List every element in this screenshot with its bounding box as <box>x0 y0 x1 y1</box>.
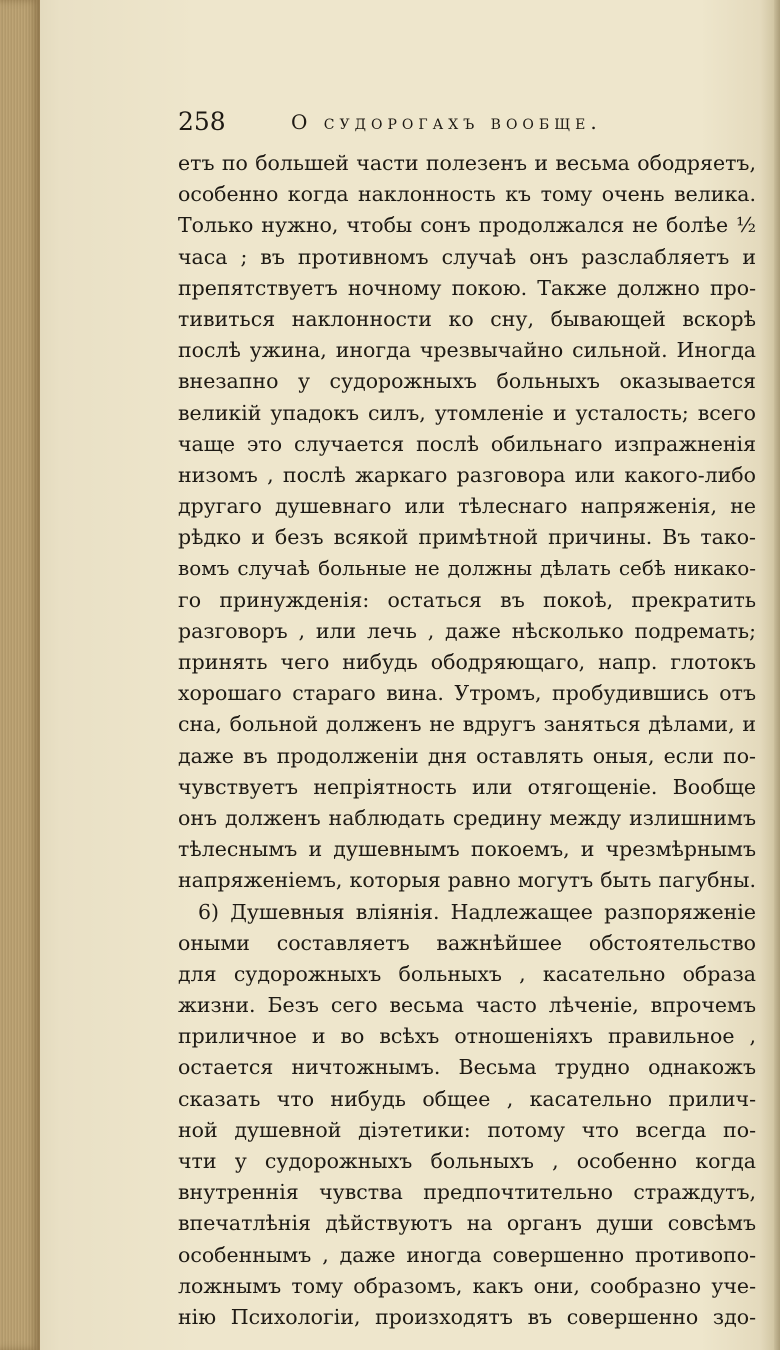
text-line: вомъ случаѣ больные не должны дѣлать себѣ никако- <box>178 556 756 581</box>
body-text <box>178 148 756 1333</box>
text-line: сна, больной долженъ не вдругъ заняться дѣлами, и <box>178 712 756 737</box>
text-line: приличное и во всѣхъ отношеніяхъ правильное , <box>178 1024 756 1049</box>
text-line: онъ долженъ наблюдать средину между излишнимъ <box>178 805 756 830</box>
text-line: послѣ ужина, иногда чрезвычайно сильной. Иногда <box>178 338 756 363</box>
text-line: часа ; въ противномъ случаѣ онъ разслабляетъ и <box>178 244 756 269</box>
text-line: другаго душевнаго или тѣлеснаго напряженія, не <box>178 494 756 519</box>
text-line: разговоръ , или лечь , даже нѣсколько подремать; <box>178 618 756 643</box>
text-line: сказать что нибудь общее , касательно прилич- <box>178 1086 756 1111</box>
text-line: тѣлеснымъ и душевнымъ покоемъ, и чрезмѣрнымъ <box>178 837 756 862</box>
text-line: чти у судорожныхъ больныхъ , особенно когда <box>178 1149 756 1173</box>
text-line: го принужденія: остаться въ покоѣ, прекратить <box>178 587 756 612</box>
text-line: остается ничтожнымъ. Весьма трудно однакожъ <box>178 1055 756 1080</box>
text-line: Только нужно, чтобы сонъ продолжался не болѣе ½ <box>178 213 756 238</box>
text-line: жизни. Безъ сего весьма часто лѣченіе, впрочемъ <box>178 993 756 1018</box>
text-line: рѣдко и безъ всякой примѣтной причины. Въ тако- <box>178 525 756 550</box>
text-line: внутреннія чувства предпочтительно страждутъ, <box>178 1180 756 1205</box>
page-header <box>178 107 758 141</box>
page-number: 258 <box>178 107 226 136</box>
text-line: препятствуетъ ночному покою. Также должно про- <box>178 275 756 300</box>
text-line: принять чего нибудь ободряющаго, напр. глотокъ <box>178 650 756 674</box>
text-line: ложнымъ тому образомъ, какъ они, сообразно уче- <box>178 1273 756 1298</box>
text-line: внезапно у судорожныхъ больныхъ оказывается <box>178 369 756 394</box>
text-line: хорошаго стараго вина. Утромъ, пробудившись отъ <box>178 681 756 706</box>
book-binding-edge <box>0 0 40 1350</box>
text-line: напряженіемъ, которыя равно могутъ быть пагубны. <box>178 868 756 893</box>
text-line: ной душевной діэтетики: потому что всегда по- <box>178 1117 756 1142</box>
text-line: тивиться наклонности ко сну, бывающей вскорѣ <box>178 306 756 331</box>
running-title: О судорогахъ вообще. <box>291 110 602 134</box>
text-line: особеннымъ , даже иногда совершенно противопо- <box>178 1242 756 1267</box>
section-heading-line: 6) Душевныя вліянія. Надлежащее разпоряженіе <box>198 899 756 924</box>
text-line: даже въ продолженіи дня оставлять оныя, если по- <box>178 743 756 768</box>
text-line: чувствуетъ непріятность или отягощеніе. Вообще <box>178 774 756 799</box>
text-line: впечатлѣнія дѣйствуютъ на органъ души совсѣмъ <box>178 1211 756 1236</box>
text-line: чаще это случается послѣ обильнаго изпражненія <box>178 431 756 456</box>
text-line: для судорожныхъ больныхъ , касательно образа <box>178 961 756 986</box>
text-line: нію Психологіи, произходятъ въ совершенно здо- <box>178 1304 756 1329</box>
text-line: оными составляетъ важнѣйшее обстоятельство <box>178 930 756 955</box>
text-line: великій упадокъ силъ, утомленіе и усталость; всего <box>178 400 756 425</box>
text-line: етъ по большей части полезенъ и весьма ободряетъ, <box>178 151 756 175</box>
page-edge-shadow <box>774 0 780 1350</box>
text-line: низомъ , послѣ жаркаго разговора или какого-либо <box>178 462 756 487</box>
text-line: особенно когда наклонность къ тому очень велика. <box>178 182 756 207</box>
